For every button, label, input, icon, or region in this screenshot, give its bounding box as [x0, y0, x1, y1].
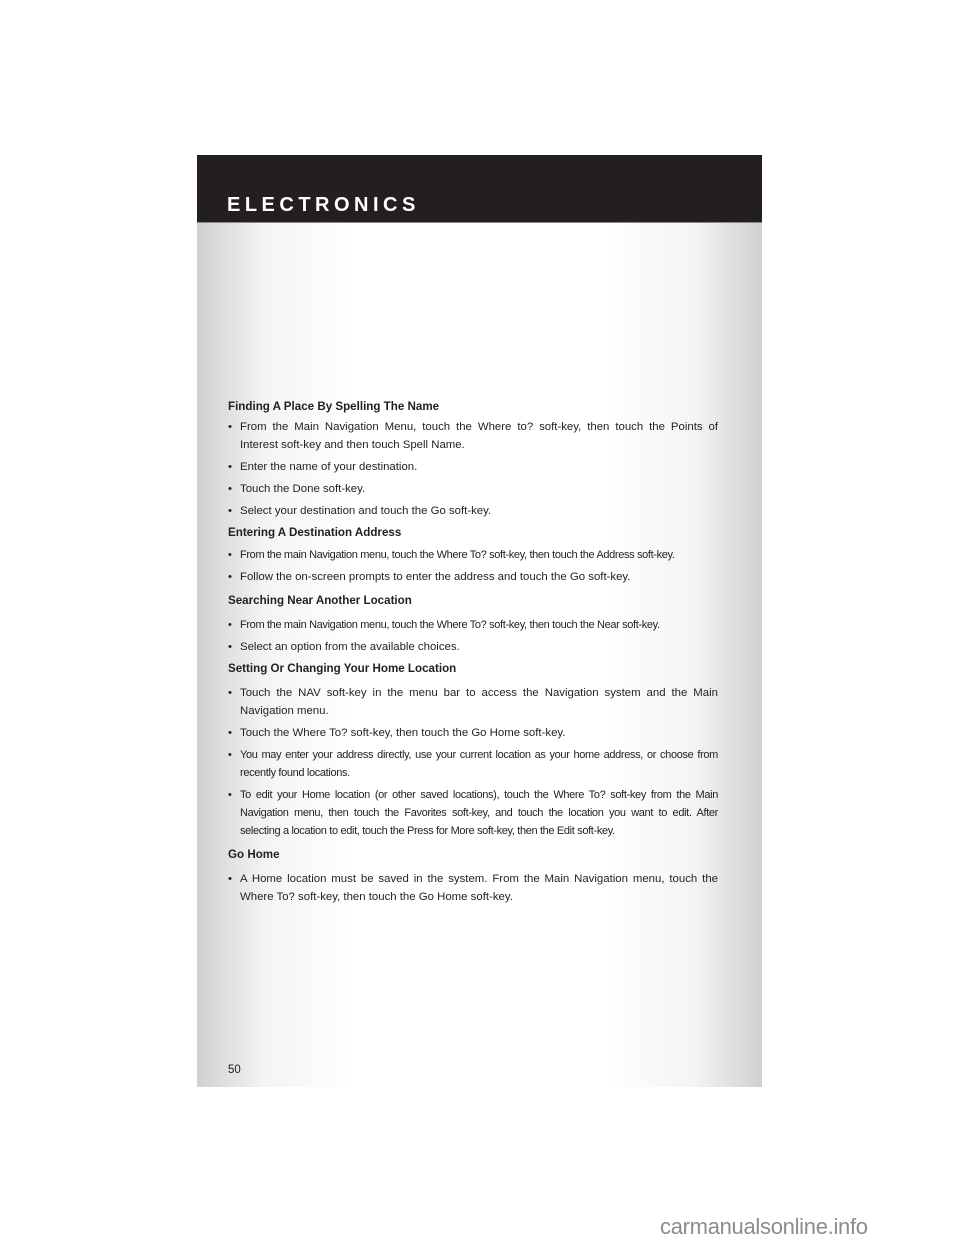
heading-go-home: Go Home — [228, 848, 280, 861]
bullet-icon: • — [228, 749, 232, 761]
section-title: ELECTRONICS — [227, 194, 420, 216]
list-item-text: You may enter your address directly, use your current location as your home address, or choose from recently found locations. — [240, 749, 718, 779]
list-item — [228, 684, 718, 720]
bullet-icon: • — [228, 789, 232, 801]
bullet-icon: • — [228, 549, 232, 561]
list-item — [228, 638, 718, 656]
list-item-text: From the Main Navigation Menu, touch the Where to? soft-key, then touch the Points of Interest soft-key and then touch Spell Name. — [240, 421, 718, 451]
bullet-icon: • — [228, 461, 232, 473]
list-item — [228, 546, 718, 564]
list-item — [228, 568, 718, 586]
watermark: carmanualsonline.info — [660, 1214, 868, 1239]
bullet-icon: • — [228, 571, 232, 583]
section-header — [197, 155, 762, 223]
list-item-text: Select an option from the available choices. — [240, 641, 460, 653]
list-item — [228, 480, 718, 498]
page-number: 50 — [228, 1064, 241, 1076]
list-item — [228, 870, 718, 906]
list-item — [228, 502, 718, 520]
bullet-icon: • — [228, 873, 232, 885]
heading-home-location: Setting Or Changing Your Home Location — [228, 662, 457, 675]
manual-page — [197, 155, 762, 1087]
list-item — [228, 724, 718, 742]
list-item-text: From the main Navigation menu, touch the Where To? soft-key, then touch the Near soft-key. — [240, 619, 660, 631]
bullet-icon: • — [228, 619, 232, 631]
bullet-icon: • — [228, 421, 232, 433]
list-item-text: Touch the NAV soft-key in the menu bar to access the Navigation system and the Main Navigation menu. — [240, 687, 718, 717]
list-item — [228, 746, 718, 782]
list-item — [228, 786, 718, 840]
heading-destination-address: Entering A Destination Address — [228, 526, 402, 539]
list-item-text: Touch the Where To? soft-key, then touch the Go Home soft-key. — [240, 727, 566, 739]
list-item — [228, 616, 718, 634]
bullet-icon: • — [228, 687, 232, 699]
list-item — [228, 458, 718, 476]
heading-spelling-name: Finding A Place By Spelling The Name — [228, 400, 440, 413]
list-item-text: Select your destination and touch the Go soft-key. — [240, 505, 492, 517]
bullet-icon: • — [228, 727, 232, 739]
bullet-icon: • — [228, 483, 232, 495]
list-item-text: Touch the Done soft-key. — [240, 483, 366, 495]
list-item-text: A Home location must be saved in the system. From the Main Navigation menu, touch the Where To? soft-key, then touch the Go Home soft-key. — [240, 873, 718, 903]
bullet-icon: • — [228, 505, 232, 517]
list-item-text: Enter the name of your destination. — [240, 461, 418, 473]
list-item-text: Follow the on-screen prompts to enter the address and touch the Go soft-key. — [240, 571, 631, 583]
list-item-text: To edit your Home location (or other saved locations), touch the Where To? soft-key from the Main Navigation menu, then touch the Favorites soft-key, and touch the location you want to edit. After selecting a location to edit, touch the Press for More soft-key, then the Edit soft-key. — [240, 789, 718, 837]
list-item-text: From the main Navigation menu, touch the Where To? soft-key, then touch the Address soft-key. — [240, 549, 675, 561]
heading-near-location: Searching Near Another Location — [228, 594, 412, 607]
bullet-icon: • — [228, 641, 232, 653]
list-item — [228, 418, 718, 454]
